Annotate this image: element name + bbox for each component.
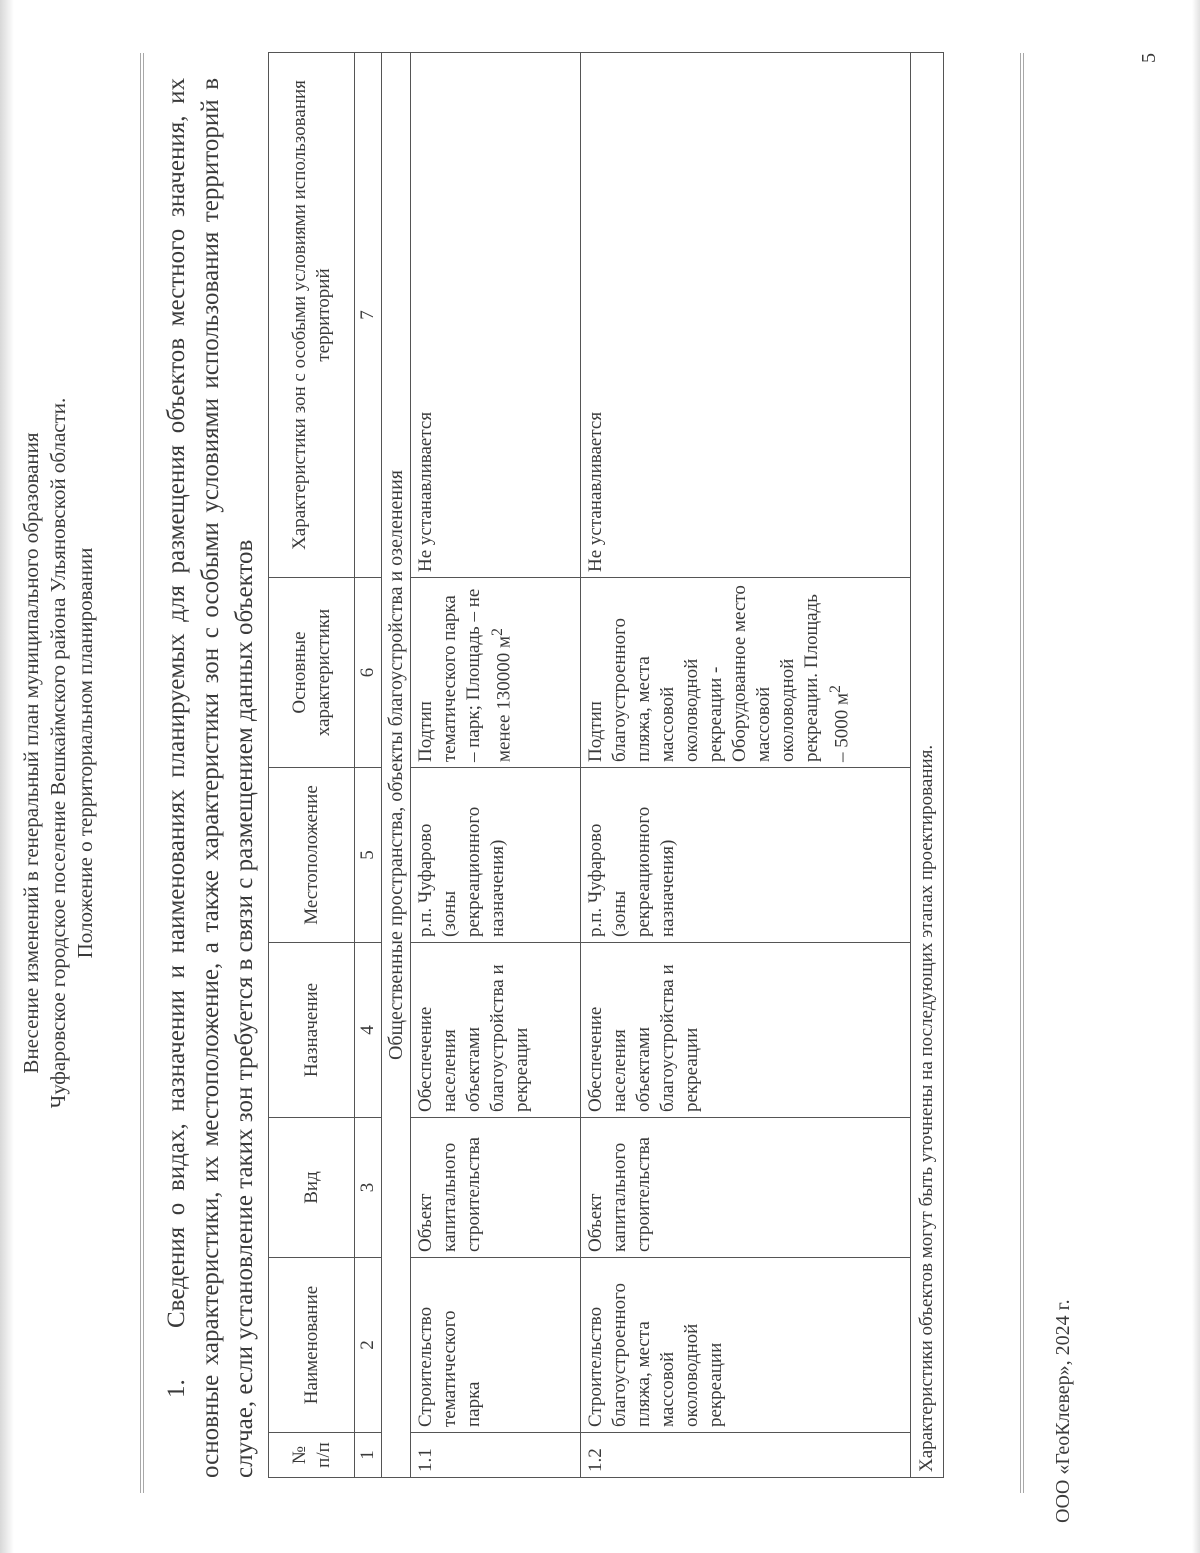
company-footer: ООО «ГеоКлевер», 2024 г.	[1052, 1299, 1074, 1523]
header-line-3: Положение о территориальном планировании	[73, 547, 97, 959]
table-row	[581, 53, 911, 1478]
column-number: 7	[355, 53, 382, 578]
document-header	[18, 153, 99, 1353]
header-cell: Наименование	[269, 1258, 355, 1433]
header-cell: Характеристики зон с особыми условиями использования территорий	[269, 53, 355, 578]
row-location: р.п. Чуфарово (зоны рекреационного назначения)	[411, 768, 581, 943]
area-unit: м	[831, 692, 853, 705]
header-line-2: Чуфаровское городское поселение Вешкаймского района Ульяновской области.	[46, 397, 70, 1109]
section-row	[382, 53, 411, 1478]
area-unit-exponent: 2	[489, 628, 506, 636]
row-type: Объект капитального строительства	[411, 1118, 581, 1258]
column-number: 4	[355, 943, 382, 1118]
area-unit-exponent: 2	[827, 685, 844, 693]
table-header-row	[269, 53, 355, 1478]
row-name: Строительство тематического парка	[411, 1258, 581, 1433]
row-zones: Не устанавливается	[581, 53, 911, 578]
header-cell: Вид	[269, 1118, 355, 1258]
page-number: 5	[1138, 53, 1160, 63]
column-number: 5	[355, 768, 382, 943]
row-characteristics	[411, 578, 581, 768]
column-number-row	[355, 53, 382, 1478]
section-intro	[160, 78, 262, 1478]
column-number: 2	[355, 1258, 382, 1433]
column-number: 1	[355, 1433, 382, 1478]
header-cell: Основные характеристики	[269, 578, 355, 768]
footer-divider	[1020, 53, 1024, 1493]
row-purpose: Обеспечение населения объектами благоустройства и рекреации	[411, 943, 581, 1118]
column-number: 3	[355, 1118, 382, 1258]
row-location: р.п. Чуфарово (зоны рекреационного назначения)	[581, 768, 911, 943]
column-number: 6	[355, 578, 382, 768]
area-unit: м	[493, 635, 515, 648]
header-cell: Назначение	[269, 943, 355, 1118]
note-row	[911, 53, 944, 1478]
header-cell: Местоположение	[269, 768, 355, 943]
row-zones: Не устанавливается	[411, 53, 581, 578]
row-purpose: Обеспечение населения объектами благоустройства и рекреации	[581, 943, 911, 1118]
header-cell: № п/п	[269, 1433, 355, 1478]
row-name: Строительство благоустроенного пляжа, места массовой околоводной рекреации	[581, 1258, 911, 1433]
table-row	[411, 53, 581, 1478]
row-number: 1.1	[411, 1433, 581, 1478]
table-note: Характеристики объектов могут быть уточнены на последующих этапах проектирования.	[911, 53, 944, 1478]
row-characteristics	[581, 578, 911, 768]
row-number: 1.2	[581, 1433, 911, 1478]
characteristics-text: Подтип тематического парка – парк; Площадь – не менее 130000	[415, 588, 515, 762]
section-number: 1.	[163, 1379, 190, 1398]
header-divider	[140, 53, 144, 1493]
section-text: Сведения о видах, назначении и наименованиях планируемых для размещения объектов местного значения, их основные характеристики, их местоположение, а также характеристики зон с особыми условиями использования территорий в случае, если установление таких зон требуется в связи с размещением данных объектов	[163, 78, 258, 1478]
section-title: Общественные пространства, объекты благоустройства и озеленения	[382, 53, 411, 1478]
objects-table	[268, 52, 944, 1478]
header-line-1: Внесение изменений в генеральный план муниципального образования	[19, 432, 43, 1074]
characteristics-text: Подтип благоустроенного пляжа, места массовой околоводной рекреации - Оборудованное место массовой околоводной рекреации. Площадь – 5000	[585, 585, 853, 762]
row-type: Объект капитального строительства	[581, 1118, 911, 1258]
